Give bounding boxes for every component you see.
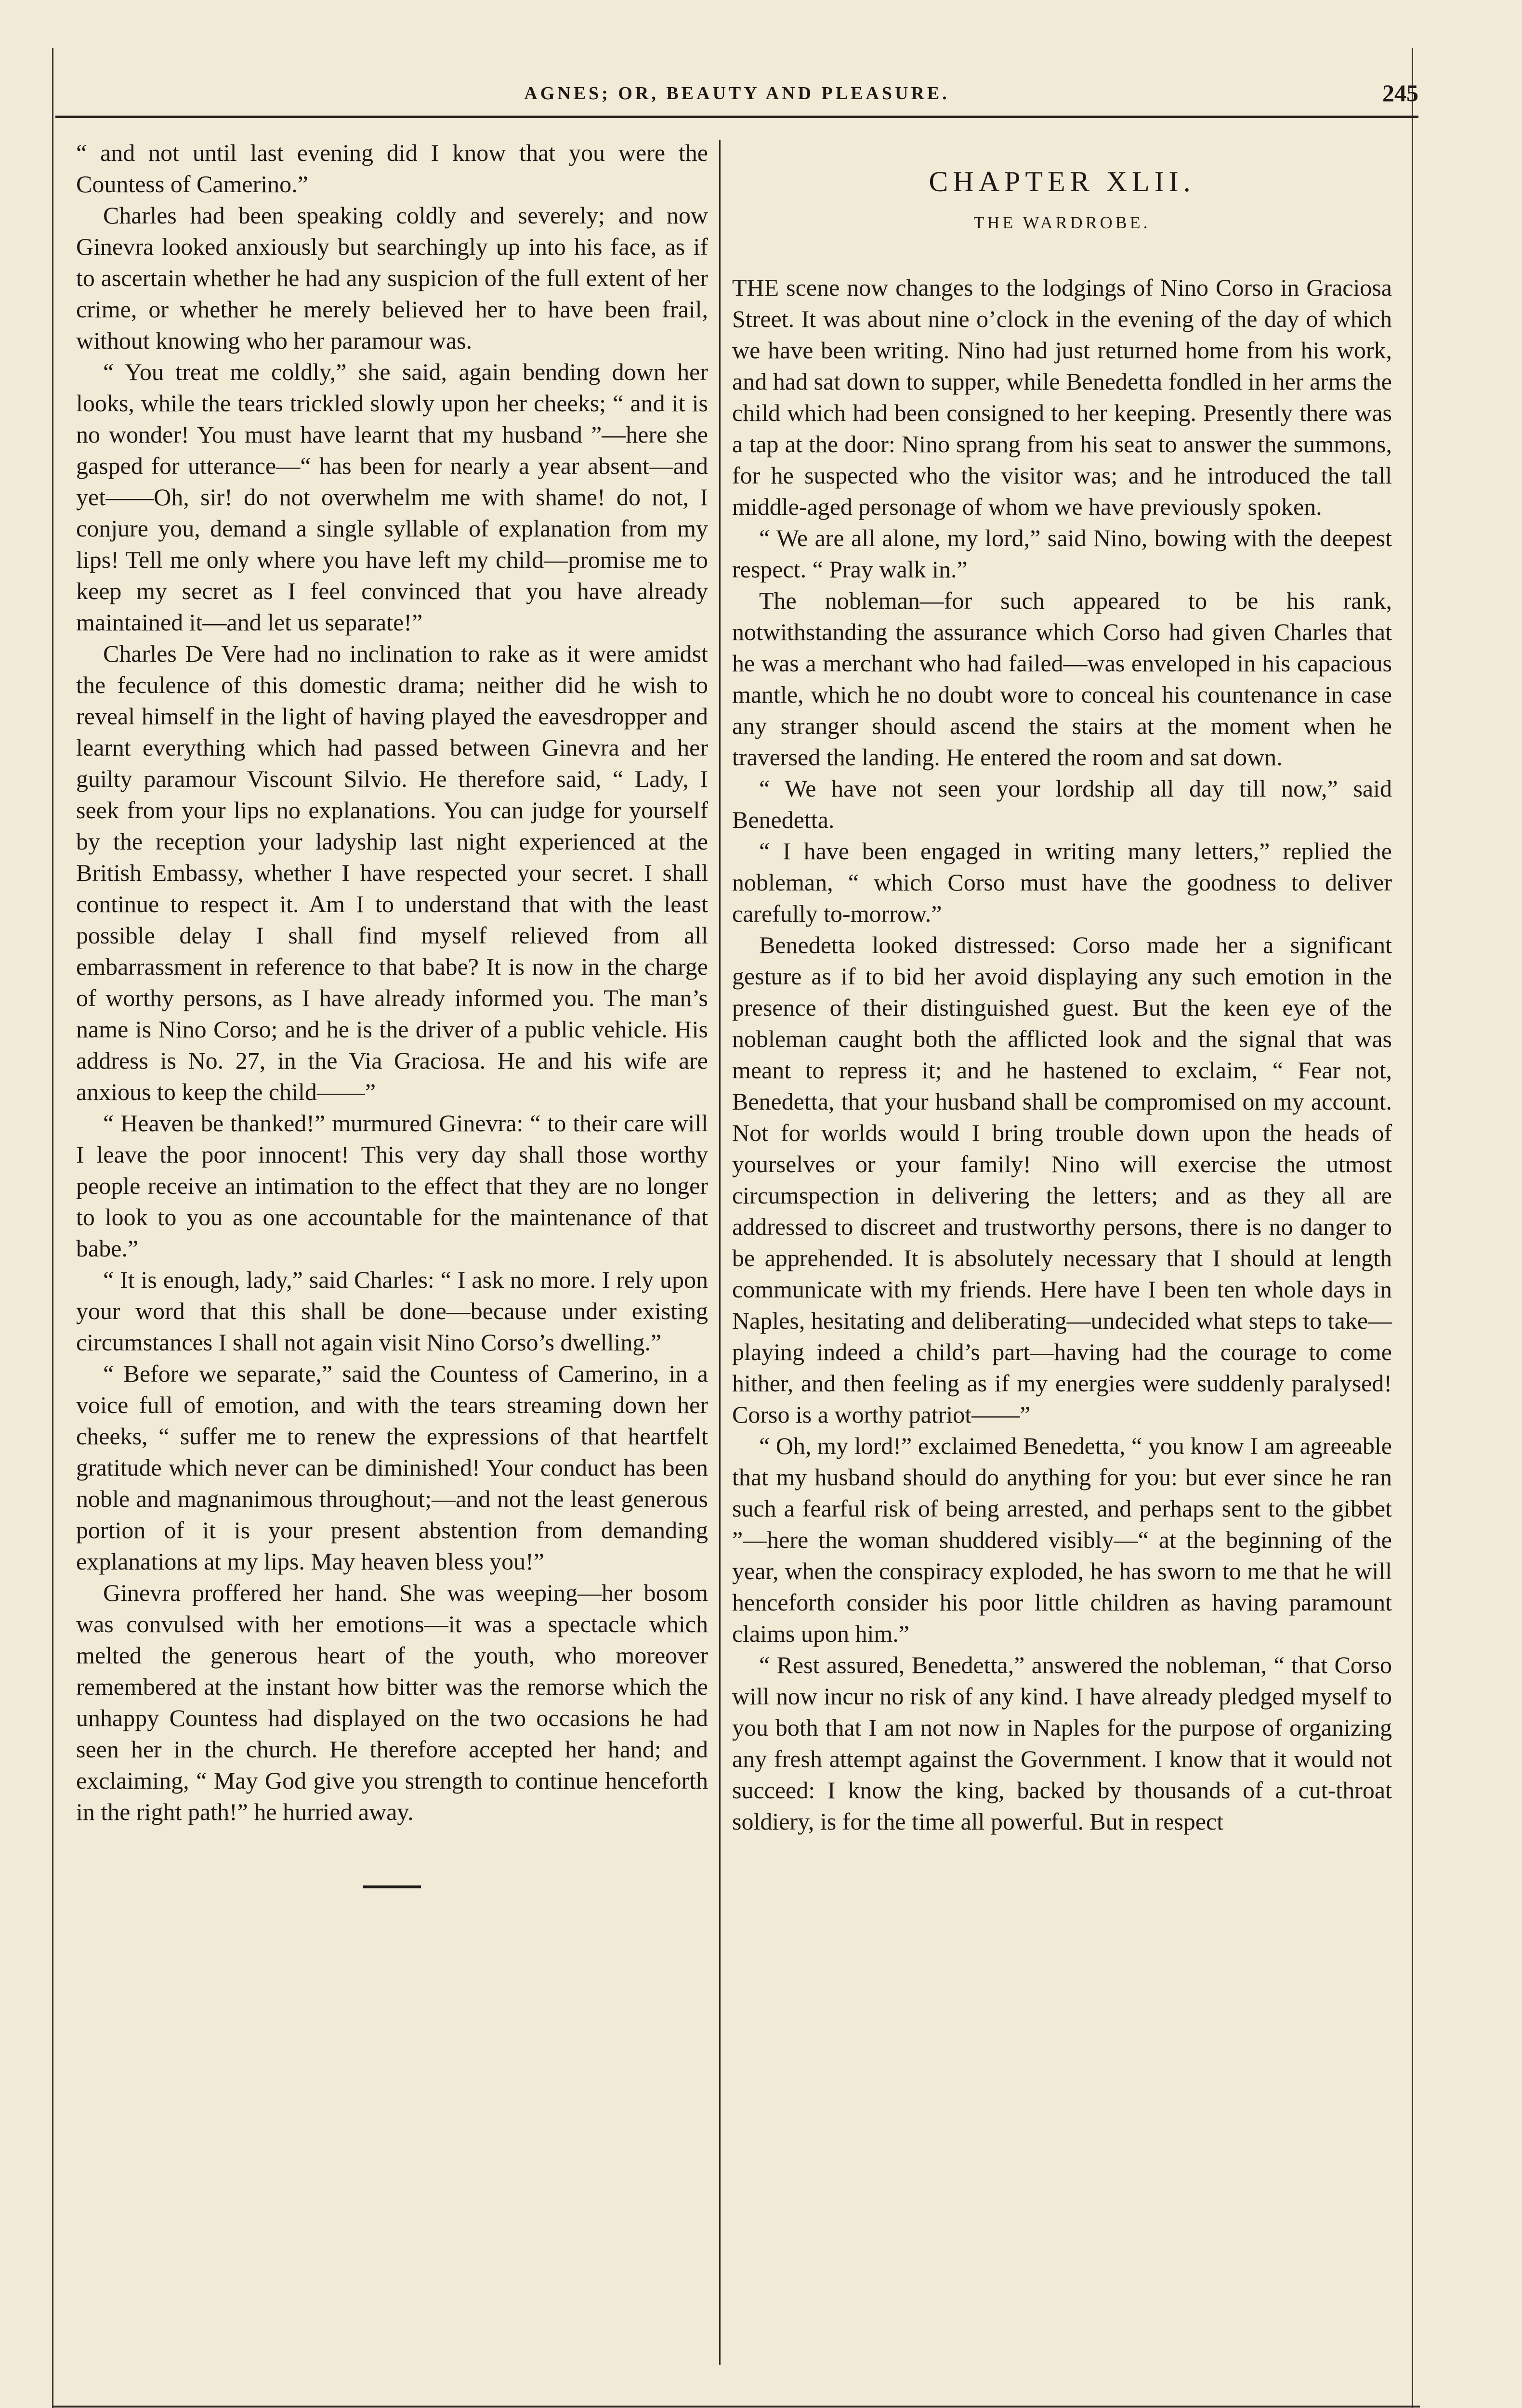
paragraph: Ginevra proffered her hand. She was weeping—her bosom was convulsed with her emotions—it was a spectacle which melted the generous heart of the youth, who moreover remembered at the instant how bitter was the remorse which the unhappy Countess had displayed on the two occasions he had seen her in the church. He therefore accepted her hand; and exclaiming, “ May God give you strength to continue henceforth in the right path!” he hurried away. (76, 1579, 708, 1825)
paragraph: The nobleman—for such appeared to be his rank, notwithstanding the assurance which Corso had given Charles that he was a merchant who had failed—was enveloped in his capacious mantle, which he no doubt wore to conceal his countenance in case any stranger should ascend the stairs at the moment when he traversed the landing. He entered the room and sat down. (732, 587, 1392, 771)
paragraph: “ It is enough, lady,” said Charles: “ I ask no more. I rely upon your word that this shall be done—because under existing circumstances I shall not again visit Nino Corso’s dwelling.” (76, 1266, 708, 1356)
running-title: AGNES; OR, BEAUTY AND PLEASURE. (524, 83, 950, 104)
right-column (732, 137, 1392, 1837)
bottom-rule (52, 2406, 1420, 2408)
paragraph: Charles De Vere had no inclination to rake as it were amidst the feculence of this domestic drama; neither did he wish to reveal himself in the light of having played the eavesdropper and learnt everything which had passed between Ginevra and her guilty paramour Viscount Silvio. He therefore said, “ Lady, I seek from your lips no explanations. You can judge for yourself by the reception your ladyship last night experienced at the British Embassy, whether I have respected your secret. I shall continue to respect it. Am I to understand that with the least possible delay I shall find myself relieved from all embarrassment in reference to that babe? It is now in the charge of worthy persons, as I have already informed you. The man’s name is Nino Corso; and he is the driver of a public vehicle. His address is No. 27, in the Via Graciosa. He and his wife are anxious to keep the child——” (76, 640, 708, 1105)
paragraph: “ Heaven be thanked!” murmured Ginevra: “ to their care will I leave the poor innocent! This very day shall those worthy people receive an intimation to the effect that they are no longer to look to you as one accountable for the maintenance of that babe.” (76, 1110, 708, 1262)
page-header (55, 73, 1418, 118)
paragraph: “ I have been engaged in writing many letters,” replied the nobleman, “ which Corso must have the goodness to deliver carefully to-morrow.” (732, 838, 1392, 927)
column-divider (719, 140, 721, 2365)
chapter-subtitle: THE WARDROBE. (973, 213, 1151, 232)
left-column (76, 137, 708, 1888)
page-number: 245 (1382, 79, 1418, 106)
chapter-title: CHAPTER XLII. (929, 166, 1195, 197)
end-of-section-rule (363, 1885, 421, 1888)
paragraph: THE scene now changes to the lodgings of Nino Corso in Graciosa Street. It was about nine o’clock in the evening of the day of which we have been writing. Nino had just returned home from his work, and had sat down to supper, while Benedetta fondled in her arms the child which had been consigned to her keeping. Presently there was a tap at the door: Nino sprang from his seat to answer the summons, for he suspected who the visitor was; and he introduced the tall middle-aged personage of whom we have previously spoken. (732, 274, 1392, 520)
paragraph: “ and not until last evening did I know that you were the Countess of Camerino.” (76, 139, 708, 197)
paragraph: Charles had been speaking coldly and severely; and now Ginevra looked anxiously but searchingly up into his face, as if to ascertain whether he had any suspicion of the full extent of her crime, or whether he merely believed her to have been frail, without knowing who her paramour was. (76, 202, 708, 354)
paragraph: “ Rest assured, Benedetta,” answered the nobleman, “ that Corso will now incur no risk of any kind. I have already pledged myself to you both that I am not now in Naples for the purpose of organizing any fresh attempt against the Government. I know that it would not succeed: I know the king, backed by thousands of a cut-throat soldiery, is for the time all powerful. But in respect (732, 1651, 1392, 1835)
paragraph: “ We have not seen your lordship all day till now,” said Benedetta. (732, 775, 1392, 833)
paragraph: Benedetta looked distressed: Corso made her a significant gesture as if to bid her avoid displaying any such emotion in the presence of their distinguished guest. But the keen eye of the nobleman caught both the afflicted look and the signal that was meant to repress it; and he hastened to exclaim, “ Fear not, Benedetta, that your husband shall be compromised on my account. Not for worlds would I bring trouble down upon the heads of yourselves or your family! Nino will exercise the utmost circumspection in delivering the letters; and as they all are addressed to discreet and trustworthy persons, there is no danger to be apprehended. It is absolutely necessary that I should at length communicate with my friends. Here have I been ten whole days in Naples, hesitating and deliberating—undecided what steps to take—playing indeed a child’s part—having had the courage to come hither, and then feeling as if my energies were suddenly paralysed! Corso is a worthy patriot——” (732, 931, 1392, 1428)
paragraph: “ Oh, my lord!” exclaimed Benedetta, “ you know I am agreeable that my husband should do anything for you: but ever since he ran such a fearful risk of being arrested, and perhaps sent to the gibbet ”—here the woman shuddered visibly—“ at the beginning of the year, when the conspiracy exploded, he has sworn to me that he will henceforth consider his poor little children as having paramount claims upon him.” (732, 1432, 1392, 1647)
paragraph: “ You treat me coldly,” she said, again bending down her looks, while the tears trickled slowly upon her cheeks; “ and it is no wonder! You must have learnt that my husband ”—here she gasped for utterance—“ has been for nearly a year absent—and yet——Oh, sir! do not overwhelm me with shame! do not, I conjure you, demand a single syllable of explanation from my lips! Tell me only where you have left my child—promise me to keep my secret as I feel convinced that you have already maintained it—and let us separate!” (76, 358, 708, 636)
paragraph: “ We are all alone, my lord,” said Nino, bowing with the deepest respect. “ Pray walk in.” (732, 524, 1392, 583)
paragraph: “ Before we separate,” said the Countess of Camerino, in a voice full of emotion, and with the tears streaming down her cheeks, “ suffer me to renew the expressions of that heartfelt gratitude which never can be diminished! Your conduct has been noble and magnanimous throughout;—and not the least generous portion of it is your present abstention from demanding explanations at my lips. May heaven bless you!” (76, 1360, 708, 1575)
